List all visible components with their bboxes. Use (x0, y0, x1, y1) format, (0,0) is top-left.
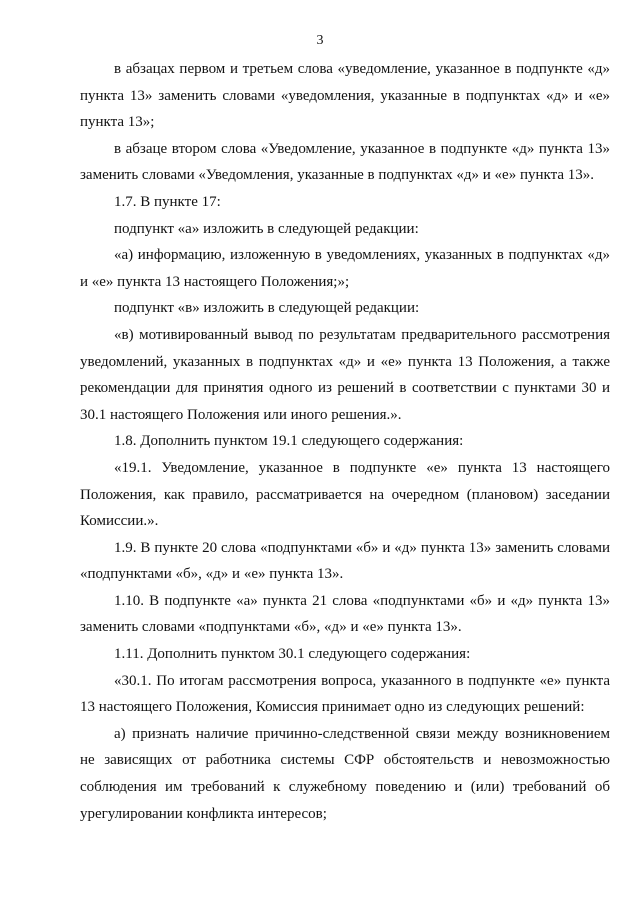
paragraph-2: в абзаце втором слова «Уведомление, указанное в подпункте «д» пункта 13» заменить словами «Уведомления, указанные в подпунктах «д» и «е» пункта 13». (80, 140, 610, 184)
paragraph-6: подпункт «в» изложить в следующей редакции: (114, 300, 420, 317)
paragraph-12: 1.11. Дополнить пунктом 30.1 следующего содержания: (114, 646, 471, 663)
paragraph-7: «в) мотивированный вывод по результатам предварительного рассмотрения уведомлений, указанных в подпунктах «д» и «е» пункта 13 Положения, а также рекомендации для принятия одного из решений в соответствии с пунктами 30 и 30.1 настоящего Положения или иного решения.». (80, 326, 610, 423)
paragraph-13: «30.1. По итогам рассмотрения вопроса, указанного в подпункте «е» пункта 13 настоящего Положения, Комиссия принимает одно из следующих решений: (80, 672, 610, 716)
paragraph-1: в абзацах первом и третьем слова «уведомление, указанное в подпункте «д» пункта 13» заменить словами «уведомления, указанные в подпунктах «д» и «е» пункта 13»; (80, 61, 610, 131)
paragraph-5: «а) информацию, изложенную в уведомлениях, указанных в подпунктах «д» и «е» пункта 13 настоящего Положения;»; (80, 247, 610, 290)
paragraph-9: «19.1. Уведомление, указанное в подпункте «е» пункта 13 настоящего Положения, как правило, рассматривается на очередном (плановом) заседании Комиссии.». (80, 459, 610, 530)
page-number: 3 (316, 33, 324, 48)
paragraph-14: а) признать наличие причинно-следственной связи между возникновением не зависящих от работника системы СФР обстоятельств и невозможностью соблюдения им требований к служебному поведению и (или) требований об урегулировании конфликта интересов; (80, 725, 610, 822)
document-body (80, 56, 610, 827)
paragraph-3: 1.7. В пункте 17: (114, 193, 221, 210)
paragraph-8: 1.8. Дополнить пунктом 19.1 следующего содержания: (114, 433, 464, 450)
paragraph-10: 1.9. В пункте 20 слова «подпунктами «б» и «д» пункта 13» заменить словами «подпунктами «б», «д» и «е» пункта 13». (80, 539, 610, 583)
paragraph-4: подпункт «а» изложить в следующей редакции: (114, 220, 419, 237)
paragraph-11: 1.10. В подпункте «а» пункта 21 слова «подпунктами «б» и «д» пункта 13» заменить словами «подпунктами «б», «д» и «е» пункта 13». (80, 592, 610, 636)
